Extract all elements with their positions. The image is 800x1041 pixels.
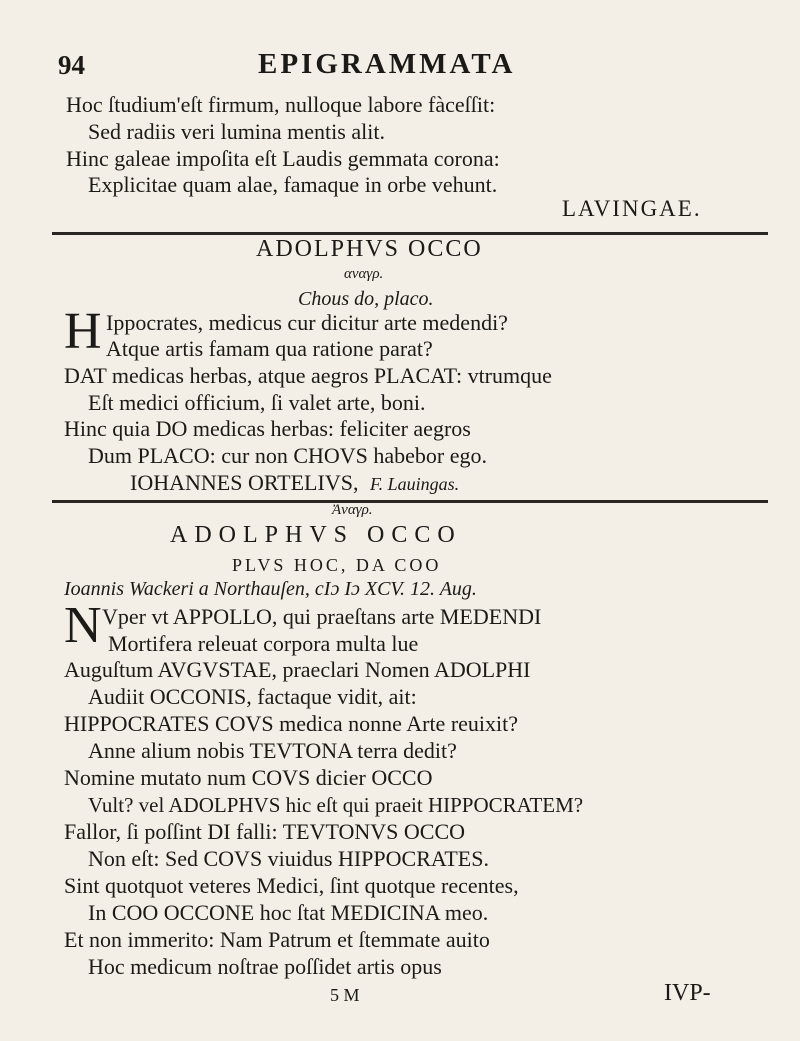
poem2-line-2: Atque artis famam qua ratione parat? xyxy=(106,336,433,361)
poem1-signature: LAVINGAE. xyxy=(562,196,702,221)
poem1-line-2: Sed radiis veri lumina mentis alit. xyxy=(88,119,385,144)
poem3-line-4: Audiit OCCONIS, factaque vidit, ait: xyxy=(88,684,417,709)
poem3-line-11: Sint quotquot veteres Medici, ſint quotque recentes, xyxy=(64,873,519,898)
poem3-line-7: Nomine mutato num COVS dicier OCCO xyxy=(64,765,433,790)
section-divider-2 xyxy=(52,500,768,503)
catchword: IVP- xyxy=(664,980,711,1006)
poem2-line-4: Eſt medici officium, ſi valet arte, boni. xyxy=(88,390,426,415)
poem2-line-5: Hinc quia DO medicas herbas: feliciter aegros xyxy=(64,416,471,441)
poem1-line-1: Hoc ſtudium'eſt firmum, nulloque labore fàceſſit: xyxy=(66,92,496,117)
poem2-line-1: Ippocrates, medicus cur dicitur arte medendi? xyxy=(106,310,508,335)
poem3-line-2: Mortifera releuat corpora multa lue xyxy=(108,631,419,656)
poem2-signature-name: IOHANNES ORTELIVS, xyxy=(130,470,359,495)
poem3-line-8: Vult? vel ADOLPHVS hic eſt qui praeit HIPPOCRATEM? xyxy=(88,793,584,817)
poem3-subtitle: PLVS HOC, DA COO xyxy=(232,555,442,575)
poem1-line-4: Explicitae quam alae, famaque in orbe vehunt. xyxy=(88,172,498,197)
poem3-line-6: Anne alium nobis TEVTONA terra dedit? xyxy=(88,738,457,763)
poem3-dedication: Ioannis Wackeri a Northauſen, cIɔ Iɔ XCV. 12. Aug. xyxy=(64,578,477,600)
poem3-line-5: HIPPOCRATES COVS medica nonne Arte reuixit? xyxy=(64,711,519,736)
poem2-title: ADOLPHVS OCCO xyxy=(256,236,483,262)
poem1-line-3: Hinc galeae impoſita eſt Laudis gemmata corona: xyxy=(66,146,500,171)
poem3-dropcap: N xyxy=(64,597,102,654)
page-number: 94 xyxy=(58,50,85,80)
poem2-subtitle: Chous do, placo. xyxy=(298,288,434,310)
poem2-dropcap: H xyxy=(64,303,102,360)
poem2-signature xyxy=(130,470,459,497)
signature-mark: 5 M xyxy=(330,985,360,1005)
running-header xyxy=(50,44,770,84)
poem3-title: ADOLPHVS OCCO xyxy=(170,522,462,548)
poem2-greek: αναγρ. xyxy=(344,266,384,282)
poem3-line-1: Vper vt APPOLLO, qui praeſtans arte MEDENDI xyxy=(102,604,542,629)
poem3-greek: Ἀναγρ. xyxy=(332,502,373,518)
poem3-line-3: Auguſtum AVGVSTAE, praeclari Nomen ADOLPHI xyxy=(64,657,531,682)
poem3-line-9: Fallor, ſi poſſint DI falli: TEVTONVS OCCO xyxy=(64,819,466,844)
running-title: EPIGRAMMATA xyxy=(258,48,516,80)
poem3-line-14: Hoc medicum noſtrae poſſidet artis opus xyxy=(88,954,442,979)
poem3-line-13: Et non immerito: Nam Patrum et ſtemmate auito xyxy=(64,927,490,952)
poem2-line-3: DAT medicas herbas, atque aegros PLACAT: vtrumque xyxy=(64,363,552,388)
poem3-line-12: In COO OCCONE hoc ſtat MEDICINA meo. xyxy=(88,900,489,925)
section-divider-1 xyxy=(52,232,768,235)
poem2-signature-place: F. Lauingas. xyxy=(369,474,460,494)
poem2-line-6: Dum PLACO: cur non CHOVS habebor ego. xyxy=(88,443,488,468)
poem3-line-10: Non eſt: Sed COVS viuidus HIPPOCRATES. xyxy=(88,846,489,871)
